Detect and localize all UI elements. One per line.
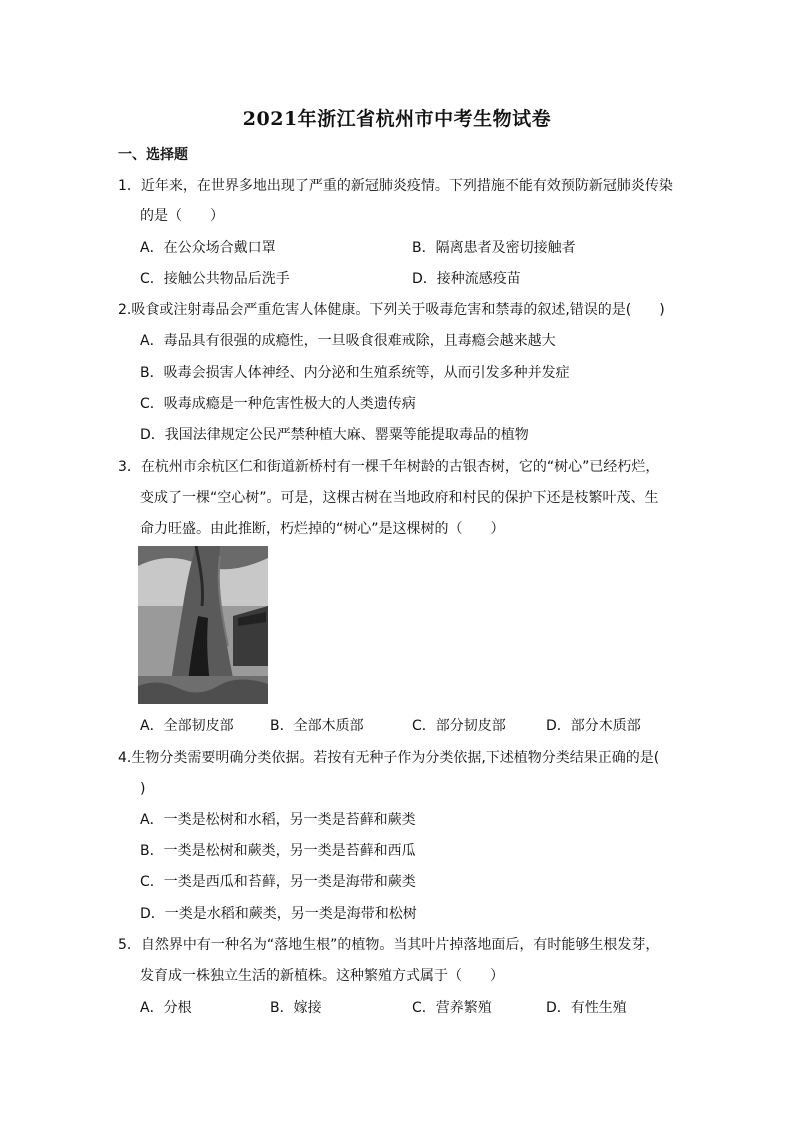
q1-option-d: D．接种流感疫苗 (412, 271, 521, 287)
q5-option-d: D．有性生殖 (546, 1000, 627, 1016)
q2-option-a: A．毒品具有很强的成瘾性，一旦吸食很难戒除，且毒瘾会越来越大 (140, 333, 556, 349)
q5-stem-line2: 发育成一株独立生活的新植株。这种繁殖方式属于（ ） (140, 968, 504, 984)
q5-option-a: A．分根 (140, 1000, 192, 1016)
q1-option-c: C．接触公共物品后洗手 (140, 271, 290, 287)
q3-stem-line3: 命力旺盛。由此推断，朽烂掉的“树心”是这棵树的（ ） (140, 521, 505, 537)
q4-option-a: A．一类是松树和水稻，另一类是苔藓和蕨类 (140, 812, 416, 828)
q3-option-b: B．全部木质部 (270, 718, 364, 734)
q4-stem-line1: 4.生物分类需要明确分类依据。若按有无种子作为分类依据,下述植物分类结果正确的是( (118, 750, 660, 766)
q2-option-d: D．我国法律规定公民严禁种植大麻、罂粟等能提取毒品的植物 (140, 427, 529, 443)
q1-option-a: A．在公众场合戴口罩 (140, 240, 276, 256)
q4-option-d: D．一类是水稻和蕨类，另一类是海带和松树 (140, 906, 417, 922)
page-title: 2021年浙江省杭州市中考生物试卷 (242, 108, 552, 130)
ginkgo-tree-photo (138, 546, 268, 704)
q1-stem-line2: 的是（ ） (140, 208, 224, 224)
q3-option-d: D．部分木质部 (546, 718, 641, 734)
q2-stem-line1: 2.吸食或注射毒品会严重危害人体健康。下列关于吸毒危害和禁毒的叙述,错误的是( ) (118, 302, 665, 318)
q5-option-c: C．营养繁殖 (412, 1000, 492, 1016)
q3-option-a: A．全部韧皮部 (140, 718, 234, 734)
q4-option-c: C．一类是西瓜和苔藓，另一类是海带和蕨类 (140, 874, 416, 890)
section-heading: 一、选择题 (118, 147, 188, 163)
q2-option-b: B．吸毒会损害人体神经、内分泌和生殖系统等，从而引发多种并发症 (140, 365, 570, 381)
q2-option-c: C．吸毒成瘾是一种危害性极大的人类遗传病 (140, 396, 416, 412)
q3-stem-line2: 变成了一棵“空心树”。可是，这棵古树在当地政府和村民的保护下还是枝繁叶茂、生 (140, 490, 659, 506)
q3-option-c: C．部分韧皮部 (412, 718, 506, 734)
q1-option-b: B．隔离患者及密切接触者 (412, 240, 576, 256)
q5-stem-line1: 5．自然界中有一种名为“落地生根”的植物。当其叶片掉落地面后，有时能够生根发芽， (118, 937, 660, 953)
q4-option-b: B．一类是松树和蕨类，另一类是苔藓和西瓜 (140, 843, 416, 859)
q5-option-b: B．嫁接 (270, 1000, 322, 1016)
q3-stem-line1: 3．在杭州市余杭区仁和街道新桥村有一棵千年树龄的古银杏树，它的“树心”已经朽烂， (118, 459, 660, 475)
q4-stem-line2: ) (140, 781, 146, 797)
q1-stem-line1: 1．近年来，在世界多地出现了严重的新冠肺炎疫情。下列措施不能有效预防新冠肺炎传染 (118, 178, 673, 194)
